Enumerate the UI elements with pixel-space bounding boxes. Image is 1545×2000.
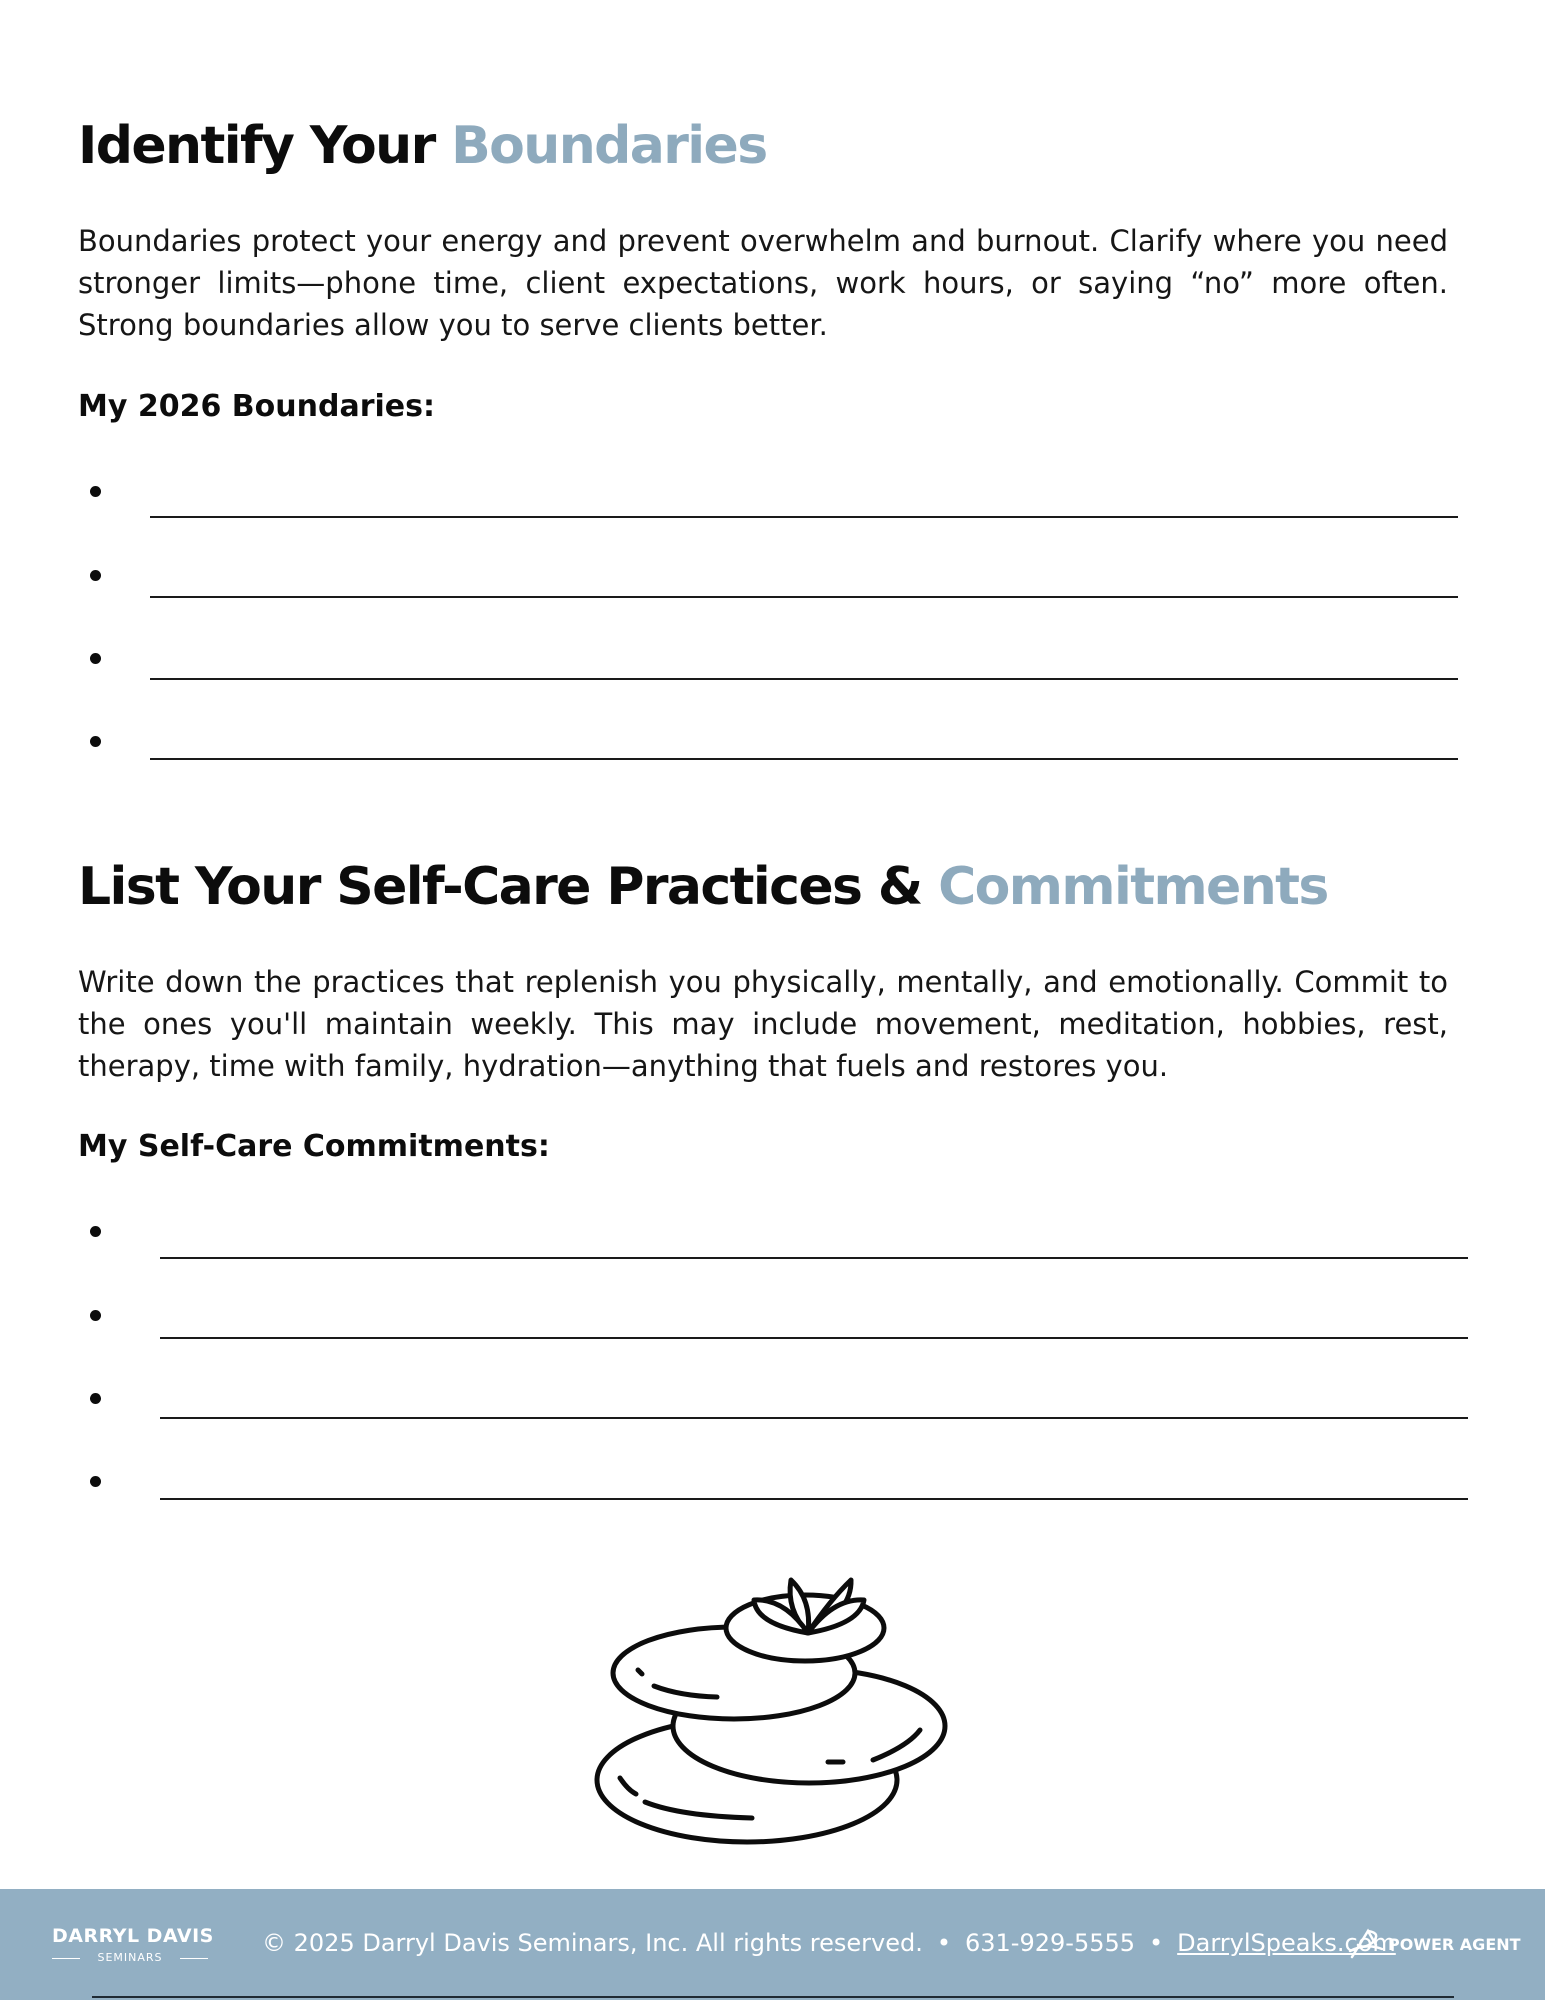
logo-name-text: DARRYL DAVIS [52,1925,214,1947]
footer-contact [262,1929,1396,1957]
write-in-line[interactable] [150,758,1458,760]
heading-accent-text: Boundaries [451,116,767,176]
bullet-icon [90,486,101,497]
bullet-icon [90,1310,101,1321]
copyright-text: © 2025 Darryl Davis Seminars, Inc. All rights reserved. [262,1929,923,1957]
write-in-line[interactable] [160,1498,1468,1500]
self-care-subheading: My Self-Care Commitments: [78,1129,550,1164]
write-in-line[interactable] [160,1257,1468,1259]
write-in-line[interactable] [160,1417,1468,1419]
self-care-heading [78,857,1328,917]
website-link[interactable]: DarrylSpeaks.com [1177,1929,1396,1957]
self-care-description: Write down the practices that replenish you physically, mentally, and emotionally. Commit to the ones you'll maintain weekly. This may include movement, meditation, hobbies, rest, therapy, time with family, hydration—anything that fuels and restores you. [78,965,1448,1083]
write-in-line[interactable] [150,596,1458,598]
bullet-icon [90,736,101,747]
darryl-davis-logo [52,1925,212,1965]
write-in-line[interactable] [150,516,1458,518]
logo-divider [180,1958,208,1959]
bullet-icon [90,1476,101,1487]
bullet-icon [90,1393,101,1404]
boundaries-heading [78,116,767,176]
heading-main-text: Identify Your [78,116,452,176]
bullet-icon [90,570,101,581]
write-in-line[interactable] [160,1337,1468,1339]
page-footer [0,1889,1545,2000]
heading-main-text: List Your Self-Care Practices & [78,857,939,917]
power-agent-logo [1346,1923,1521,1963]
separator-dot: • [1149,1929,1164,1957]
separator-dot: • [936,1929,951,1957]
power-agent-text: POWER AGENT [1388,1935,1521,1954]
phone-number[interactable]: 631-929-5555 [965,1929,1136,1957]
bullet-icon [90,1226,101,1237]
write-in-line[interactable] [150,678,1458,680]
bullet-icon [90,653,101,664]
footer-divider [92,1996,1454,1998]
logo-sub-text: SEMINARS [97,1951,163,1964]
boundaries-subheading: My 2026 Boundaries: [78,389,435,424]
power-agent-icon [1346,1923,1386,1963]
lotus-stones-icon [590,1540,960,1850]
heading-accent-text: Commitments [938,857,1328,917]
boundaries-description: Boundaries protect your energy and prevent overwhelm and burnout. Clarify where you need stronger limits—phone time, client expectations, work hours, or saying “no” more often. Strong boundaries allow you to serve clients better. [78,224,1448,342]
